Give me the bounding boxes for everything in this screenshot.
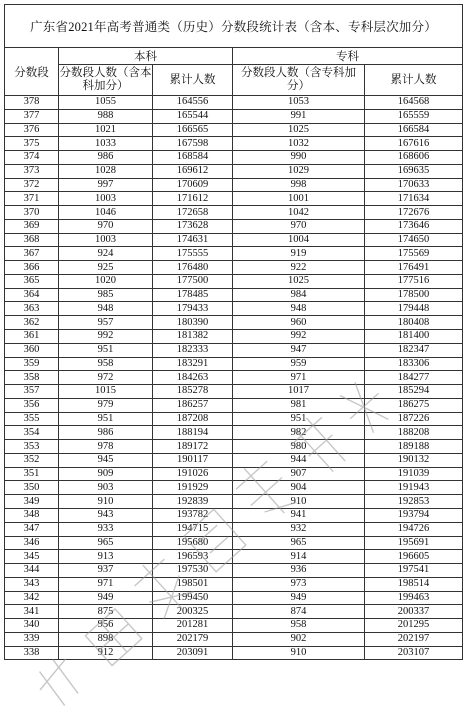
score-cell: 343 xyxy=(5,577,59,591)
zhuanke-count-cell: 982 xyxy=(233,426,365,440)
benke-count-cell: 1021 xyxy=(59,123,153,137)
table-row xyxy=(5,564,463,578)
zhuanke-count-cell: 1004 xyxy=(233,233,365,247)
zhuanke-cumulative-cell: 201295 xyxy=(365,619,463,633)
zhuanke-cumulative-cell: 182347 xyxy=(365,343,463,357)
benke-cumulative-cell: 176480 xyxy=(153,261,233,275)
table-row xyxy=(5,398,463,412)
zhuanke-cumulative-cell: 180408 xyxy=(365,316,463,330)
benke-cumulative-cell: 187208 xyxy=(153,412,233,426)
table-body xyxy=(5,96,463,660)
benke-cumulative-cell: 167598 xyxy=(153,137,233,151)
zhuanke-cumulative-cell: 194726 xyxy=(365,522,463,536)
zhuanke-count-cell: 973 xyxy=(233,577,365,591)
zhuanke-header: 专科 xyxy=(233,48,463,65)
table-row xyxy=(5,412,463,426)
score-cell: 361 xyxy=(5,330,59,344)
benke-count-cell: 971 xyxy=(59,577,153,591)
benke-count-cell: 903 xyxy=(59,481,153,495)
zhuanke-count-cell: 941 xyxy=(233,508,365,522)
table-row xyxy=(5,164,463,178)
benke-count-cell: 1003 xyxy=(59,233,153,247)
benke-count-cell: 898 xyxy=(59,632,153,646)
zhuanke-cumulative-cell: 187226 xyxy=(365,412,463,426)
zhuanke-count-cell: 907 xyxy=(233,467,365,481)
score-distribution-sheet xyxy=(4,4,462,704)
benke-cumulative-cell: 197530 xyxy=(153,564,233,578)
score-cell: 371 xyxy=(5,192,59,206)
score-cell: 340 xyxy=(5,619,59,633)
zhuanke-cumulative-cell: 191943 xyxy=(365,481,463,495)
zhuanke-count-cell: 936 xyxy=(233,564,365,578)
zhuanke-cumulative-cell: 202197 xyxy=(365,632,463,646)
zhuanke-count-cell: 951 xyxy=(233,412,365,426)
zhuanke-count-cell: 919 xyxy=(233,247,365,261)
benke-count-cell: 937 xyxy=(59,564,153,578)
zhuanke-cumulative-cell: 186275 xyxy=(365,398,463,412)
zhuanke-cumulative-header: 累计人数 xyxy=(365,65,463,96)
benke-count-cell: 1015 xyxy=(59,385,153,399)
zhuanke-count-cell: 1001 xyxy=(233,192,365,206)
score-cell: 366 xyxy=(5,261,59,275)
zhuanke-count-header: 分数段人数（含专科加分） xyxy=(233,65,365,96)
zhuanke-cumulative-cell: 199463 xyxy=(365,591,463,605)
benke-count-cell: 909 xyxy=(59,467,153,481)
score-cell: 374 xyxy=(5,151,59,165)
table-row xyxy=(5,426,463,440)
benke-count-cell: 970 xyxy=(59,219,153,233)
benke-count-cell: 933 xyxy=(59,522,153,536)
table-row xyxy=(5,343,463,357)
zhuanke-cumulative-cell: 174650 xyxy=(365,233,463,247)
benke-count-cell: 951 xyxy=(59,343,153,357)
table-row xyxy=(5,178,463,192)
score-cell: 342 xyxy=(5,591,59,605)
zhuanke-count-cell: 922 xyxy=(233,261,365,275)
benke-cumulative-cell: 202179 xyxy=(153,632,233,646)
benke-count-cell: 988 xyxy=(59,109,153,123)
zhuanke-count-cell: 947 xyxy=(233,343,365,357)
zhuanke-count-cell: 1017 xyxy=(233,385,365,399)
score-cell: 351 xyxy=(5,467,59,481)
benke-cumulative-cell: 180390 xyxy=(153,316,233,330)
benke-cumulative-cell: 165544 xyxy=(153,109,233,123)
score-cell: 373 xyxy=(5,164,59,178)
table-row xyxy=(5,536,463,550)
benke-count-cell: 957 xyxy=(59,316,153,330)
benke-cumulative-header: 累计人数 xyxy=(153,65,233,96)
score-cell: 362 xyxy=(5,316,59,330)
benke-cumulative-cell: 177500 xyxy=(153,274,233,288)
score-cell: 363 xyxy=(5,302,59,316)
table-row xyxy=(5,316,463,330)
benke-count-cell: 910 xyxy=(59,495,153,509)
table-row xyxy=(5,206,463,220)
benke-cumulative-cell: 173628 xyxy=(153,219,233,233)
zhuanke-count-cell: 949 xyxy=(233,591,365,605)
score-cell: 368 xyxy=(5,233,59,247)
score-cell: 377 xyxy=(5,109,59,123)
benke-cumulative-cell: 179433 xyxy=(153,302,233,316)
benke-cumulative-cell: 191929 xyxy=(153,481,233,495)
zhuanke-count-cell: 984 xyxy=(233,288,365,302)
benke-count-cell: 1055 xyxy=(59,96,153,110)
table-row xyxy=(5,123,463,137)
score-cell: 346 xyxy=(5,536,59,550)
benke-count-cell: 986 xyxy=(59,426,153,440)
score-cell: 375 xyxy=(5,137,59,151)
score-cell: 348 xyxy=(5,508,59,522)
table-row xyxy=(5,137,463,151)
table-row xyxy=(5,453,463,467)
score-cell: 378 xyxy=(5,96,59,110)
benke-count-cell: 997 xyxy=(59,178,153,192)
zhuanke-count-cell: 948 xyxy=(233,302,365,316)
zhuanke-count-cell: 1032 xyxy=(233,137,365,151)
zhuanke-count-cell: 965 xyxy=(233,536,365,550)
benke-cumulative-cell: 183291 xyxy=(153,357,233,371)
benke-cumulative-cell: 189172 xyxy=(153,440,233,454)
table-row xyxy=(5,288,463,302)
table-row xyxy=(5,330,463,344)
table-row xyxy=(5,371,463,385)
score-cell: 356 xyxy=(5,398,59,412)
benke-cumulative-cell: 168584 xyxy=(153,151,233,165)
benke-count-cell: 972 xyxy=(59,371,153,385)
table-row xyxy=(5,233,463,247)
score-cell: 354 xyxy=(5,426,59,440)
zhuanke-cumulative-cell: 203107 xyxy=(365,646,463,660)
benke-cumulative-cell: 198501 xyxy=(153,577,233,591)
zhuanke-count-cell: 1029 xyxy=(233,164,365,178)
zhuanke-count-cell: 902 xyxy=(233,632,365,646)
benke-cumulative-cell: 181382 xyxy=(153,330,233,344)
benke-cumulative-cell: 190117 xyxy=(153,453,233,467)
score-cell: 352 xyxy=(5,453,59,467)
table-row xyxy=(5,577,463,591)
zhuanke-cumulative-cell: 170633 xyxy=(365,178,463,192)
benke-count-cell: 956 xyxy=(59,619,153,633)
benke-count-cell: 986 xyxy=(59,151,153,165)
benke-count-cell: 912 xyxy=(59,646,153,660)
benke-count-cell: 913 xyxy=(59,550,153,564)
benke-cumulative-cell: 186257 xyxy=(153,398,233,412)
table-row xyxy=(5,302,463,316)
zhuanke-cumulative-cell: 178500 xyxy=(365,288,463,302)
zhuanke-count-cell: 914 xyxy=(233,550,365,564)
benke-count-cell: 945 xyxy=(59,453,153,467)
benke-count-cell: 978 xyxy=(59,440,153,454)
benke-count-cell: 985 xyxy=(59,288,153,302)
table-row xyxy=(5,109,463,123)
benke-count-cell: 965 xyxy=(59,536,153,550)
benke-cumulative-cell: 201281 xyxy=(153,619,233,633)
benke-cumulative-cell: 199450 xyxy=(153,591,233,605)
zhuanke-count-cell: 970 xyxy=(233,219,365,233)
zhuanke-cumulative-cell: 189188 xyxy=(365,440,463,454)
benke-count-cell: 949 xyxy=(59,591,153,605)
zhuanke-cumulative-cell: 184277 xyxy=(365,371,463,385)
benke-cumulative-cell: 191026 xyxy=(153,467,233,481)
zhuanke-cumulative-cell: 172676 xyxy=(365,206,463,220)
table-title: 广东省2021年高考普通类（历史）分数段统计表（含本、专科层次加分） xyxy=(5,5,463,48)
table-row xyxy=(5,605,463,619)
score-cell: 370 xyxy=(5,206,59,220)
table-row xyxy=(5,632,463,646)
table-row xyxy=(5,219,463,233)
benke-header: 本科 xyxy=(59,48,233,65)
zhuanke-count-cell: 1053 xyxy=(233,96,365,110)
zhuanke-cumulative-cell: 200337 xyxy=(365,605,463,619)
table-row xyxy=(5,385,463,399)
table-row xyxy=(5,467,463,481)
zhuanke-count-cell: 910 xyxy=(233,495,365,509)
zhuanke-cumulative-cell: 179448 xyxy=(365,302,463,316)
score-cell: 372 xyxy=(5,178,59,192)
zhuanke-cumulative-cell: 185294 xyxy=(365,385,463,399)
benke-cumulative-cell: 169612 xyxy=(153,164,233,178)
benke-cumulative-cell: 195680 xyxy=(153,536,233,550)
score-cell: 341 xyxy=(5,605,59,619)
benke-cumulative-cell: 196593 xyxy=(153,550,233,564)
zhuanke-count-cell: 980 xyxy=(233,440,365,454)
zhuanke-count-cell: 998 xyxy=(233,178,365,192)
benke-cumulative-cell: 174631 xyxy=(153,233,233,247)
benke-cumulative-cell: 193782 xyxy=(153,508,233,522)
zhuanke-cumulative-cell: 173646 xyxy=(365,219,463,233)
score-cell: 338 xyxy=(5,646,59,660)
zhuanke-count-cell: 991 xyxy=(233,109,365,123)
zhuanke-count-cell: 944 xyxy=(233,453,365,467)
table-row xyxy=(5,151,463,165)
benke-cumulative-cell: 178485 xyxy=(153,288,233,302)
zhuanke-cumulative-cell: 164568 xyxy=(365,96,463,110)
score-cell: 364 xyxy=(5,288,59,302)
score-cell: 353 xyxy=(5,440,59,454)
score-cell: 339 xyxy=(5,632,59,646)
benke-cumulative-cell: 164556 xyxy=(153,96,233,110)
table-row xyxy=(5,192,463,206)
table-row xyxy=(5,261,463,275)
zhuanke-cumulative-cell: 192853 xyxy=(365,495,463,509)
table-row xyxy=(5,274,463,288)
score-cell: 357 xyxy=(5,385,59,399)
table-row xyxy=(5,508,463,522)
zhuanke-cumulative-cell: 181400 xyxy=(365,330,463,344)
benke-count-cell: 1003 xyxy=(59,192,153,206)
benke-count-cell: 992 xyxy=(59,330,153,344)
score-cell: 355 xyxy=(5,412,59,426)
zhuanke-count-cell: 932 xyxy=(233,522,365,536)
benke-cumulative-cell: 182333 xyxy=(153,343,233,357)
zhuanke-count-cell: 874 xyxy=(233,605,365,619)
table-row xyxy=(5,357,463,371)
benke-count-cell: 1020 xyxy=(59,274,153,288)
zhuanke-count-cell: 960 xyxy=(233,316,365,330)
benke-cumulative-cell: 200325 xyxy=(153,605,233,619)
benke-cumulative-cell: 184263 xyxy=(153,371,233,385)
table-row xyxy=(5,550,463,564)
benke-count-cell: 958 xyxy=(59,357,153,371)
zhuanke-cumulative-cell: 171634 xyxy=(365,192,463,206)
zhuanke-count-cell: 910 xyxy=(233,646,365,660)
table-row xyxy=(5,495,463,509)
benke-count-cell: 979 xyxy=(59,398,153,412)
zhuanke-count-cell: 958 xyxy=(233,619,365,633)
benke-cumulative-cell: 175555 xyxy=(153,247,233,261)
zhuanke-count-cell: 992 xyxy=(233,330,365,344)
score-cell: 347 xyxy=(5,522,59,536)
score-cell: 350 xyxy=(5,481,59,495)
benke-cumulative-cell: 188194 xyxy=(153,426,233,440)
benke-count-cell: 1028 xyxy=(59,164,153,178)
zhuanke-count-cell: 990 xyxy=(233,151,365,165)
benke-count-cell: 875 xyxy=(59,605,153,619)
benke-count-header: 分数段人数（含本科加分） xyxy=(59,65,153,96)
score-cell: 345 xyxy=(5,550,59,564)
zhuanke-count-cell: 1042 xyxy=(233,206,365,220)
table-row xyxy=(5,646,463,660)
table-row xyxy=(5,481,463,495)
zhuanke-cumulative-cell: 177516 xyxy=(365,274,463,288)
benke-cumulative-cell: 172658 xyxy=(153,206,233,220)
table-row xyxy=(5,440,463,454)
zhuanke-cumulative-cell: 193794 xyxy=(365,508,463,522)
benke-count-cell: 925 xyxy=(59,261,153,275)
benke-count-cell: 924 xyxy=(59,247,153,261)
score-cell: 358 xyxy=(5,371,59,385)
zhuanke-cumulative-cell: 165559 xyxy=(365,109,463,123)
benke-cumulative-cell: 171612 xyxy=(153,192,233,206)
zhuanke-count-cell: 981 xyxy=(233,398,365,412)
benke-cumulative-cell: 203091 xyxy=(153,646,233,660)
benke-count-cell: 951 xyxy=(59,412,153,426)
benke-cumulative-cell: 166565 xyxy=(153,123,233,137)
zhuanke-cumulative-cell: 198514 xyxy=(365,577,463,591)
zhuanke-cumulative-cell: 197541 xyxy=(365,564,463,578)
zhuanke-cumulative-cell: 169635 xyxy=(365,164,463,178)
benke-cumulative-cell: 194715 xyxy=(153,522,233,536)
benke-cumulative-cell: 185278 xyxy=(153,385,233,399)
score-cell: 376 xyxy=(5,123,59,137)
zhuanke-cumulative-cell: 196605 xyxy=(365,550,463,564)
zhuanke-count-cell: 904 xyxy=(233,481,365,495)
benke-count-cell: 1046 xyxy=(59,206,153,220)
score-cell: 349 xyxy=(5,495,59,509)
benke-cumulative-cell: 170609 xyxy=(153,178,233,192)
score-cell: 344 xyxy=(5,564,59,578)
zhuanke-cumulative-cell: 190132 xyxy=(365,453,463,467)
zhuanke-count-cell: 1025 xyxy=(233,274,365,288)
benke-count-cell: 1033 xyxy=(59,137,153,151)
score-cell: 359 xyxy=(5,357,59,371)
table-row xyxy=(5,619,463,633)
score-cell: 369 xyxy=(5,219,59,233)
zhuanke-cumulative-cell: 175569 xyxy=(365,247,463,261)
zhuanke-cumulative-cell: 167616 xyxy=(365,137,463,151)
score-table xyxy=(4,4,463,660)
zhuanke-cumulative-cell: 168606 xyxy=(365,151,463,165)
table-row xyxy=(5,591,463,605)
zhuanke-count-cell: 959 xyxy=(233,357,365,371)
score-column-header: 分数段 xyxy=(5,48,59,96)
table-row xyxy=(5,522,463,536)
table-row xyxy=(5,247,463,261)
zhuanke-cumulative-cell: 183306 xyxy=(365,357,463,371)
zhuanke-cumulative-cell: 191039 xyxy=(365,467,463,481)
zhuanke-cumulative-cell: 188208 xyxy=(365,426,463,440)
score-cell: 360 xyxy=(5,343,59,357)
score-cell: 367 xyxy=(5,247,59,261)
zhuanke-cumulative-cell: 166584 xyxy=(365,123,463,137)
zhuanke-cumulative-cell: 176491 xyxy=(365,261,463,275)
zhuanke-cumulative-cell: 195691 xyxy=(365,536,463,550)
benke-count-cell: 943 xyxy=(59,508,153,522)
zhuanke-count-cell: 1025 xyxy=(233,123,365,137)
table-row xyxy=(5,96,463,110)
benke-cumulative-cell: 192839 xyxy=(153,495,233,509)
score-cell: 365 xyxy=(5,274,59,288)
benke-count-cell: 948 xyxy=(59,302,153,316)
zhuanke-count-cell: 971 xyxy=(233,371,365,385)
